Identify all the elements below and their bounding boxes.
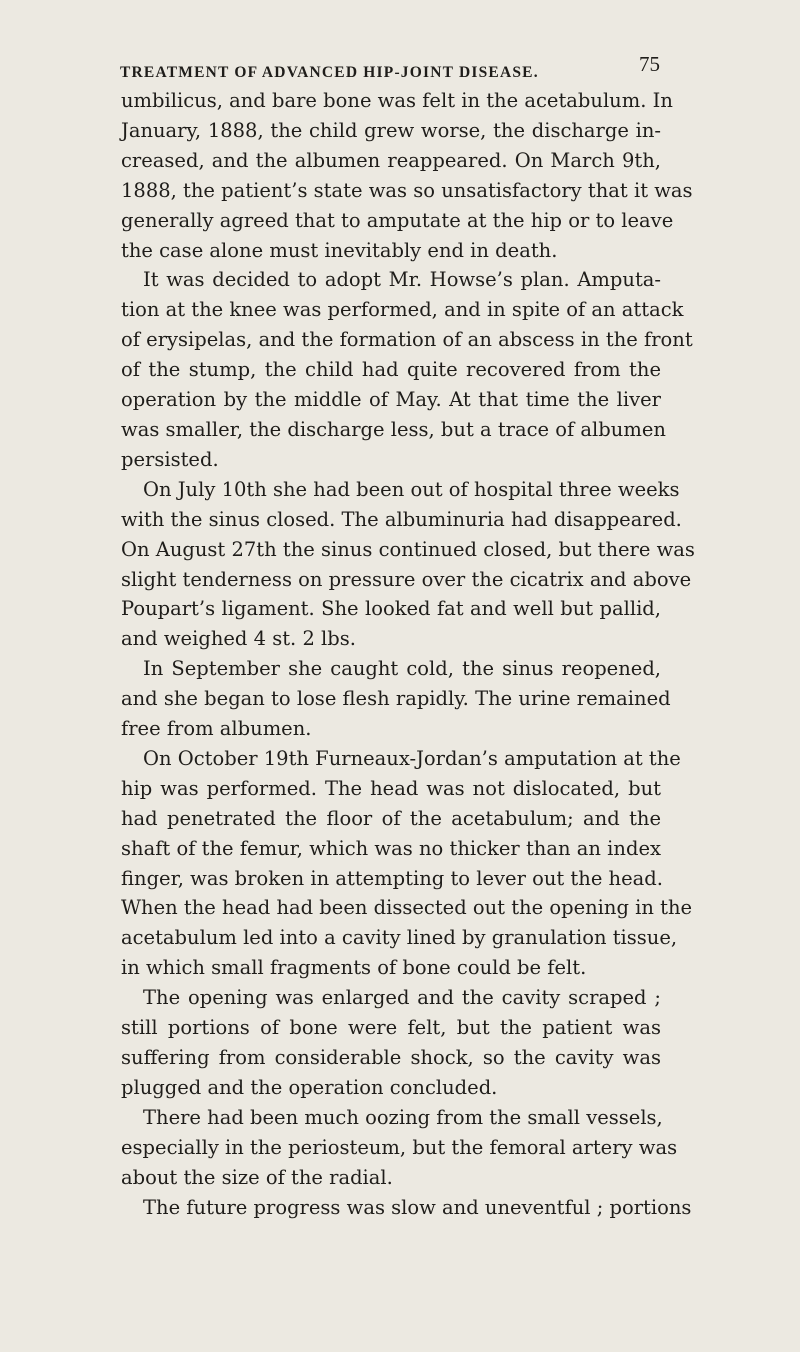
- running-head: [120, 52, 660, 83]
- text-line: acetabulum led into a cavity lined by granulation tissue,: [121, 926, 678, 950]
- text-line: There had been much oozing from the small vessels,: [143, 1105, 663, 1129]
- text-line: On August 27th the sinus continued closed, but there was: [121, 537, 695, 561]
- text-line: shaft of the femur, which was no thicker than an index: [121, 836, 661, 860]
- body-text: [121, 86, 695, 1222]
- text-line: free from albumen.: [121, 717, 312, 741]
- text-line: and weighed 4 st. 2 lbs.: [121, 627, 356, 651]
- text-line: with the sinus closed. The albuminuria had disappeared.: [121, 507, 682, 531]
- text-line: suffering from considerable shock, so the cavity was: [121, 1046, 661, 1069]
- text-line: in which small fragments of bone could be felt.: [121, 956, 587, 980]
- text-line: about the size of the radial.: [121, 1165, 393, 1189]
- text-line: January, 1888, the child grew worse, the discharge in-: [121, 118, 661, 142]
- text-line: finger, was broken in attempting to lever out the head.: [121, 866, 663, 890]
- text-line: The future progress was slow and uneventful ; portions: [143, 1195, 692, 1219]
- text-line: hip was performed. The head was not dislocated, but: [121, 776, 661, 800]
- page-number: 75: [639, 52, 660, 76]
- text-line: especially in the periosteum, but the femoral artery was: [121, 1135, 678, 1159]
- text-line: On October 19th Furneaux-Jordan’s amputation at the: [143, 746, 681, 770]
- text-line: plugged and the operation concluded.: [121, 1075, 498, 1099]
- text-line: umbilicus, and bare bone was felt in the acetabulum. In: [121, 89, 673, 112]
- text-line: tion at the knee was performed, and in spite of an attack: [121, 298, 684, 322]
- text-line: generally agreed that to amputate at the hip or to leave: [121, 208, 674, 232]
- running-title: TREATMENT OF ADVANCED HIP-JOINT DISEASE.: [120, 64, 539, 81]
- text-line: In September she caught cold, the sinus reopened,: [143, 657, 661, 681]
- text-line: still portions of bone were felt, but the patient was: [121, 1016, 661, 1040]
- text-line: of the stump, the child had quite recovered from the: [121, 358, 661, 382]
- text-line: slight tenderness on pressure over the cicatrix and above: [121, 567, 692, 591]
- text-line: persisted.: [121, 447, 219, 471]
- text-line: It was decided to adopt Mr. Howse’s plan. Amputa-: [143, 268, 661, 292]
- text-line: creased, and the albumen reappeared. On March 9th,: [121, 148, 661, 172]
- text-line: On July 10th she had been out of hospital three weeks: [143, 477, 680, 501]
- text-line: the case alone must inevitably end in death.: [121, 238, 558, 262]
- text-line: When the head had been dissected out the opening in the: [121, 896, 693, 920]
- text-line: had penetrated the floor of the acetabulum; and the: [121, 806, 661, 830]
- text-line: of erysipelas, and the formation of an abscess in the front: [121, 328, 693, 352]
- text-line: 1888, the patient’s state was so unsatisfactory that it was: [121, 178, 693, 202]
- text-line: was smaller, the discharge less, but a trace of albumen: [121, 417, 666, 441]
- text-line: operation by the middle of May. At that time the liver: [121, 388, 661, 412]
- text-line: Poupart’s ligament. She looked fat and well but pallid,: [121, 597, 661, 621]
- text-line: and she began to lose flesh rapidly. The urine remained: [121, 687, 671, 711]
- text-line: The opening was enlarged and the cavity scraped ;: [143, 986, 661, 1010]
